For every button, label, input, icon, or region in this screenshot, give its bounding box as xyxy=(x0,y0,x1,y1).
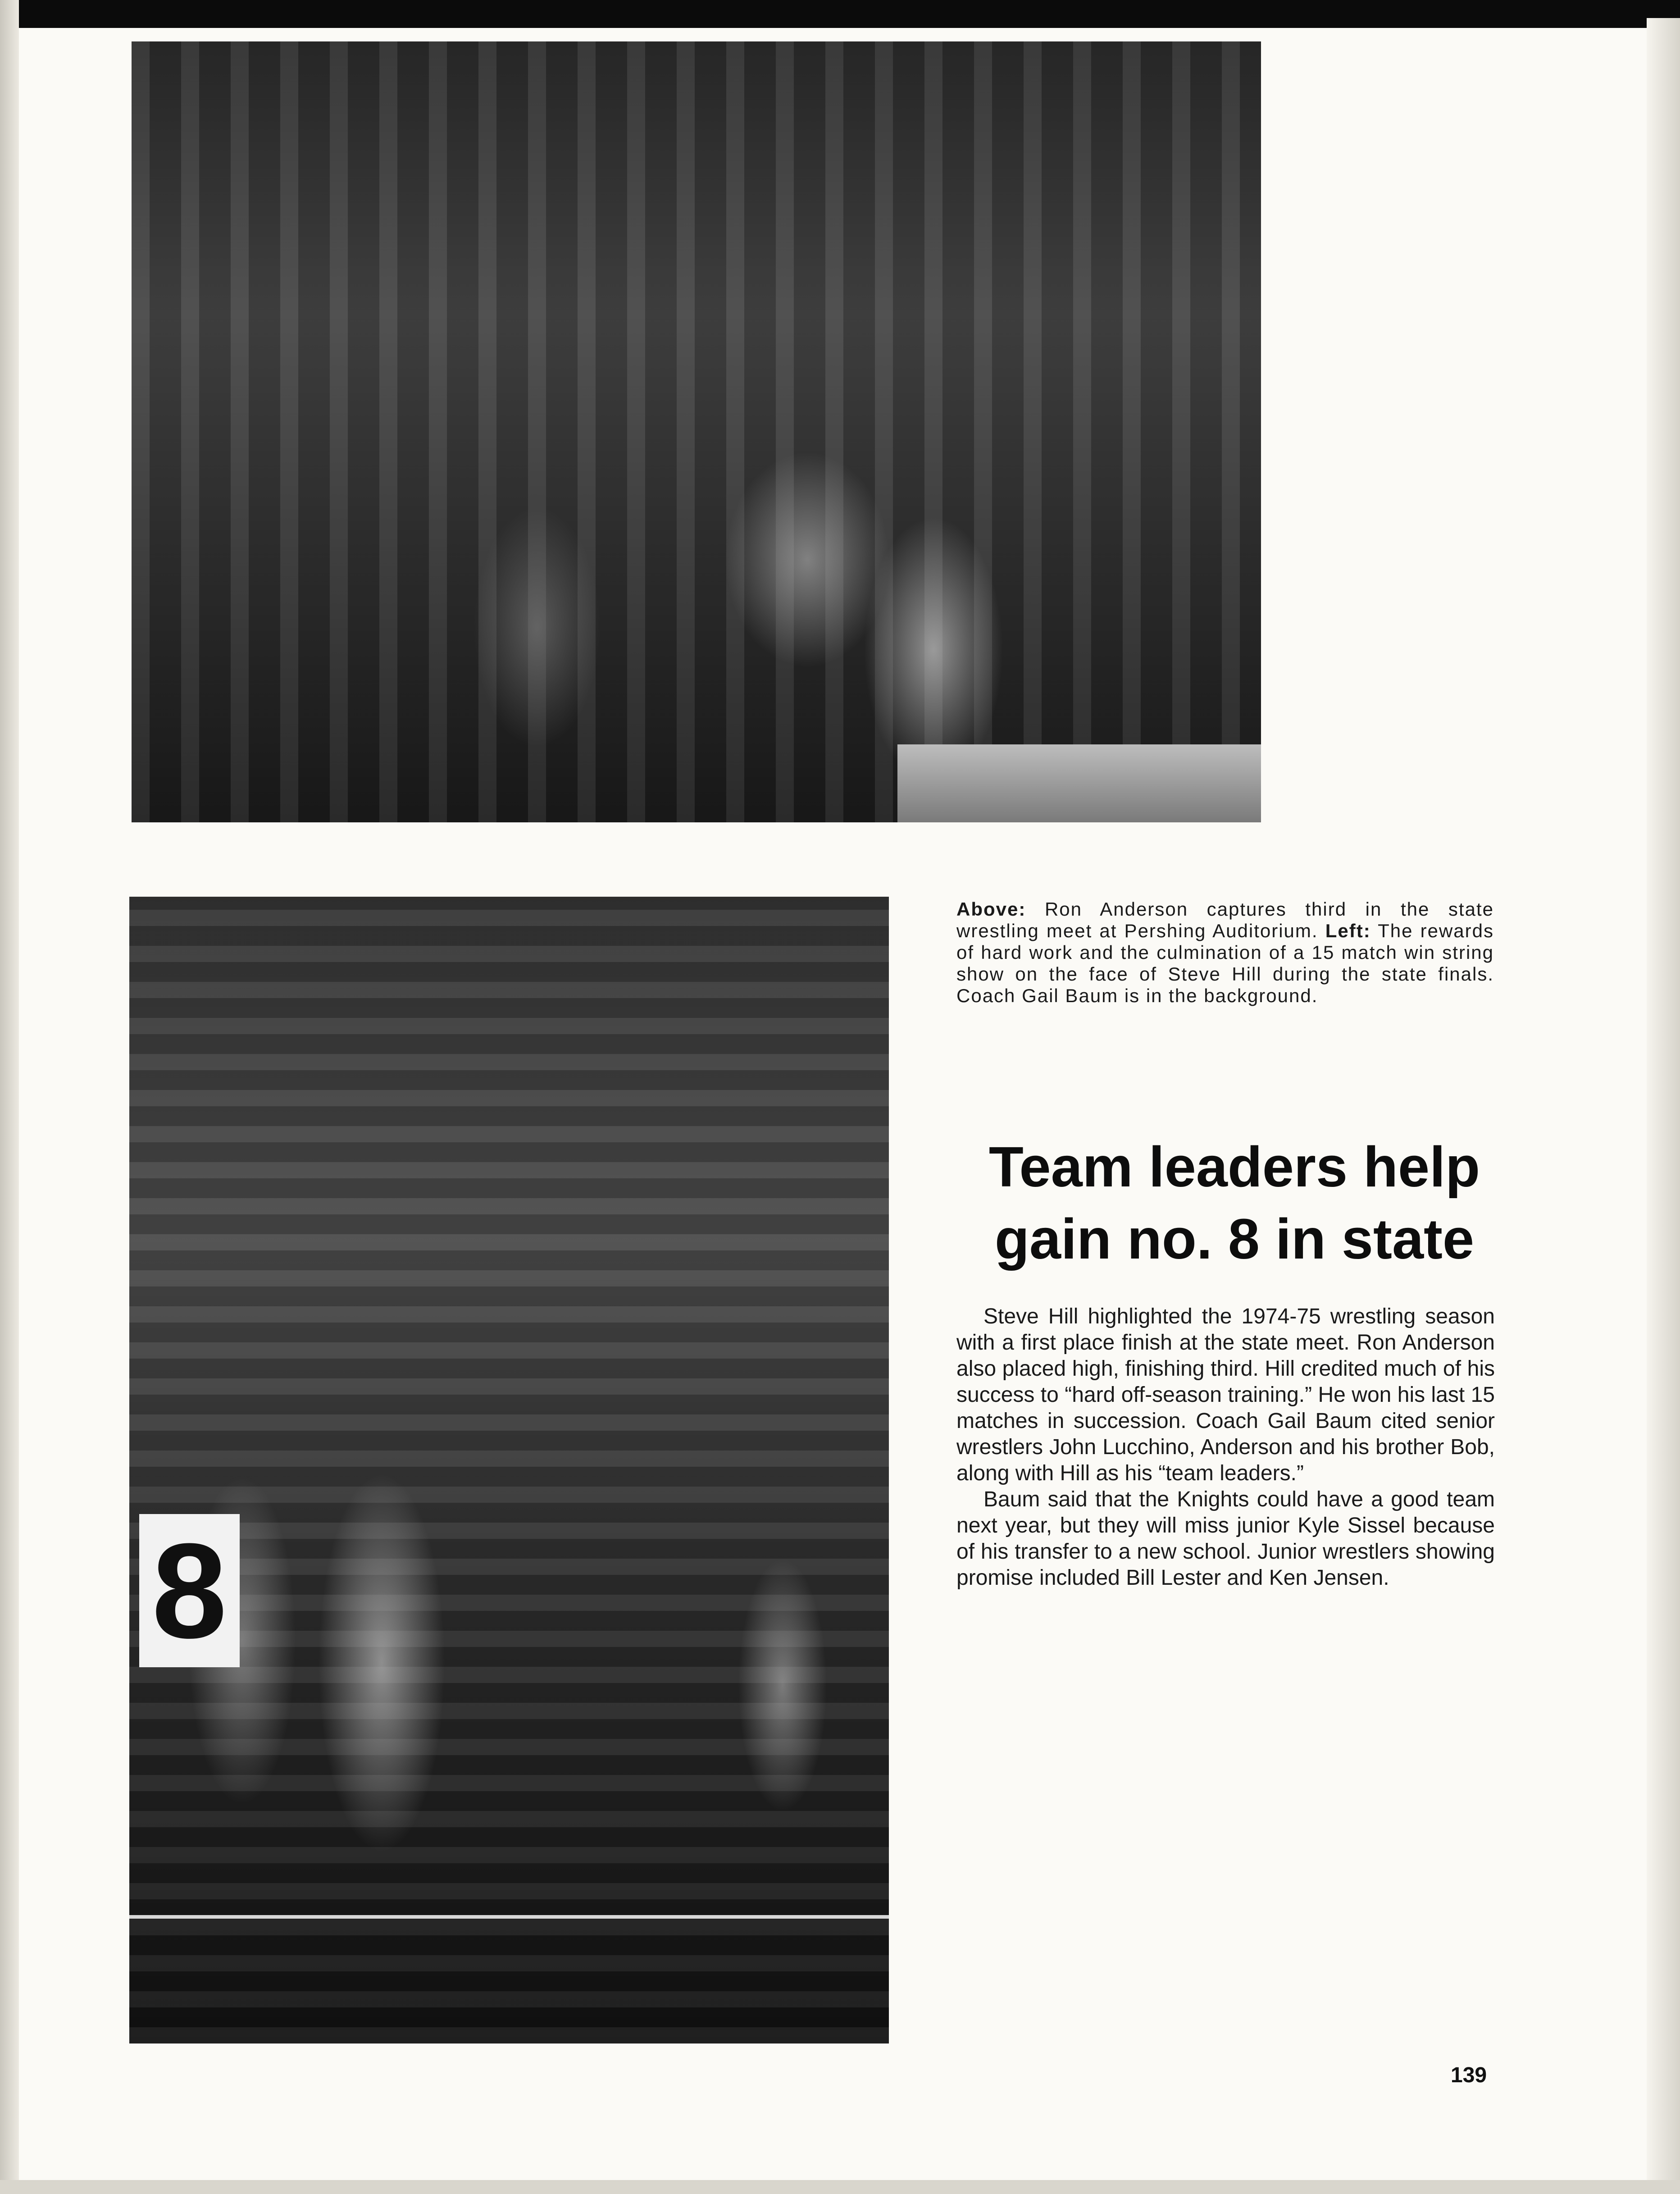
headline-line-2: gain no. 8 in state xyxy=(994,1207,1475,1271)
headline xyxy=(960,1131,1509,1275)
article-paragraph-1: Steve Hill highlighted the 1974-75 wrestling season with a first place finish at the state meet. Ron Anderson also placed high, finishing third. Hill credited much of his success to “hard off-season training.” He won his last 15 matches in succession. Coach Gail Baum cited senior wrestlers John Lucchino, Anderson and his brother Bob, along with Hill as his “team leaders.” xyxy=(956,1305,1495,1485)
headline-line-1: Team leaders help xyxy=(988,1135,1480,1199)
scan-edge-left xyxy=(0,0,19,2194)
photo-state-meet-medal-ceremony xyxy=(132,41,1261,822)
scan-edge-bottom xyxy=(0,2180,1680,2194)
photo-floor-area xyxy=(897,744,1261,822)
caption-left-text: The rewards of hard work and the culmination of a 15 match win string show on the face of Steve Hill during the state finals. Coach Gail Baum is in the background. xyxy=(956,920,1494,1006)
photo-caption xyxy=(956,899,1494,1007)
photo-steve-hill-state-finals xyxy=(129,897,889,2043)
referee-number: 8 xyxy=(139,1514,240,1667)
caption-above-label: Above: xyxy=(956,899,1026,920)
scan-edge-top xyxy=(0,0,1680,28)
page-number: 139 xyxy=(1451,2063,1487,2087)
article-body xyxy=(956,1304,1495,1591)
photo-mat-line xyxy=(129,1915,889,1919)
scan-edge-right xyxy=(1647,18,1680,2194)
caption-above-text: Ron Anderson captures third in the state wrestling meet at Pershing Auditorium. xyxy=(956,899,1494,941)
caption-left-label: Left: xyxy=(1325,920,1371,941)
article-paragraph-2: Baum said that the Knights could have a good team next year, but they will miss junior Kyle Sissel because of his transfer to a new school. Junior wrestlers showing promise included Bill Lester and Ken Jensen. xyxy=(956,1487,1495,1590)
